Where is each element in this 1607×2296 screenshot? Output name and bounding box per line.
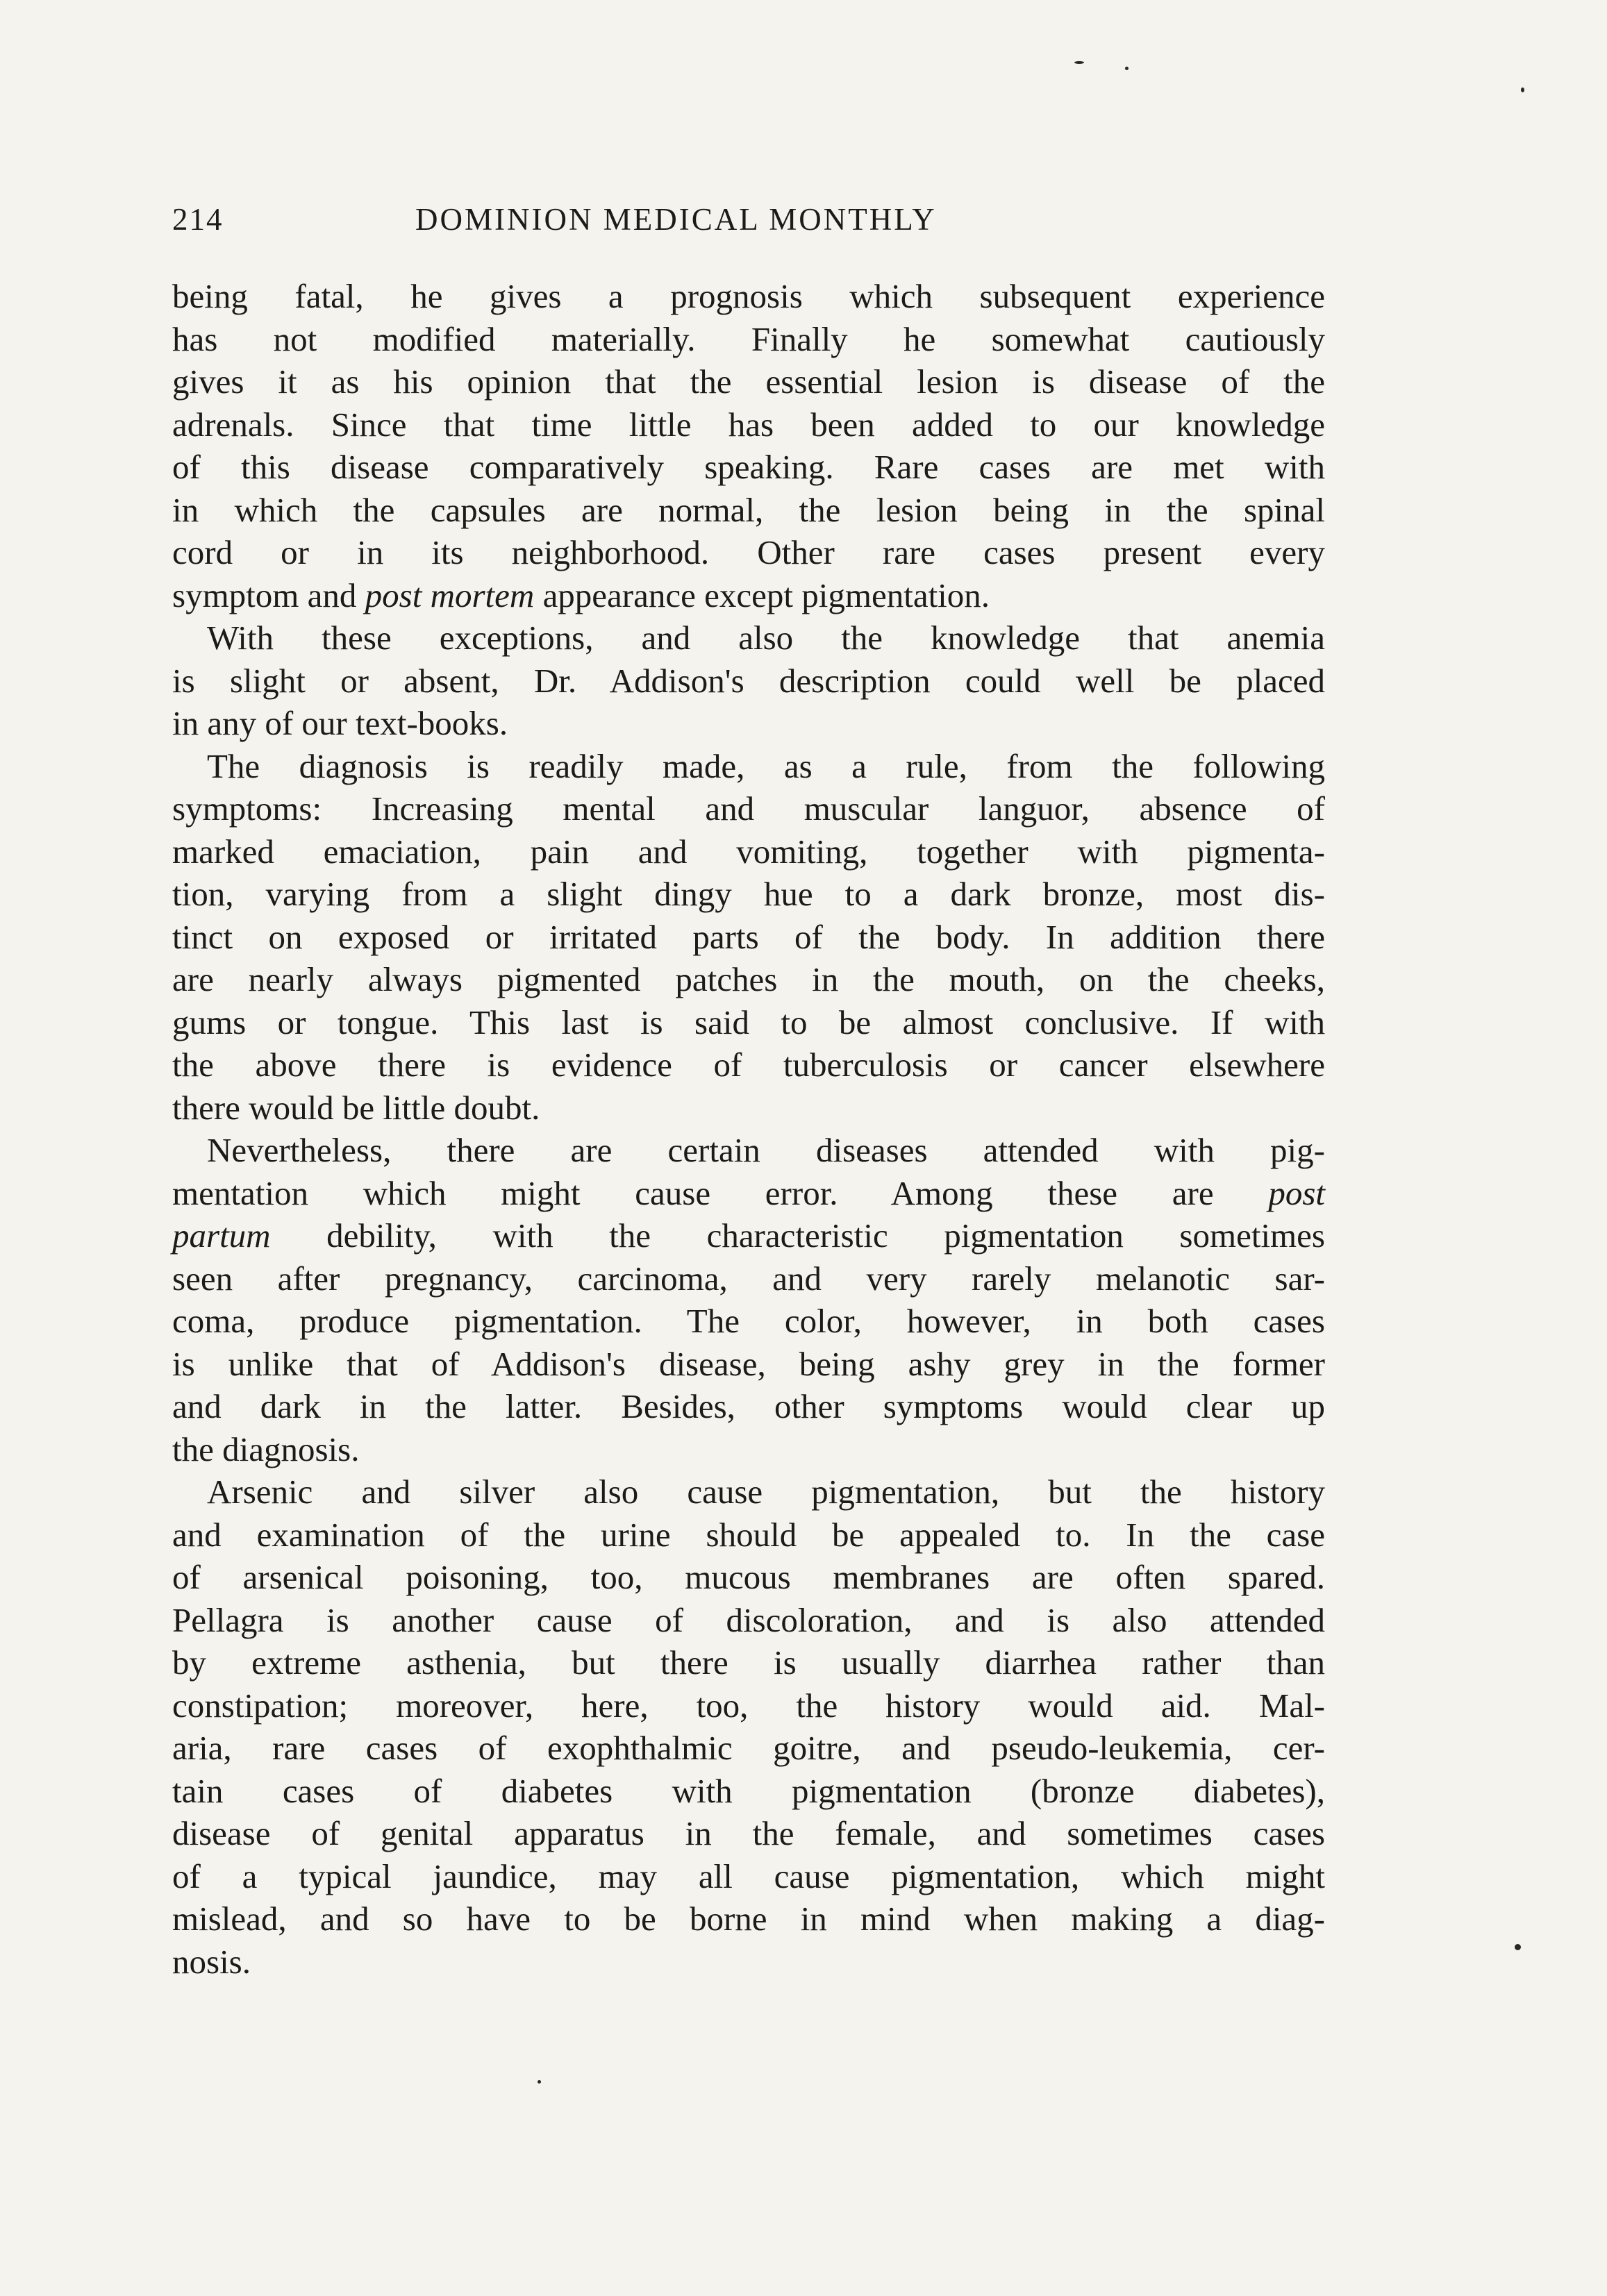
text-line: are nearly always pigmented patches in the mouth, on the cheeks, <box>172 960 1325 998</box>
text-line: by extreme asthenia, but there is usually diarrhea rather than <box>172 1643 1325 1682</box>
text-line: gums or tongue. This last is said to be almost conclusive. If with <box>172 1003 1325 1041</box>
text-line: Pellagra is another cause of discoloration, and is also attended <box>172 1600 1325 1639</box>
body-text <box>172 275 1325 1983</box>
text-line <box>172 1172 1325 1215</box>
text-segment: debility, with the characteristic pigmentation sometimes <box>270 1216 1325 1255</box>
text-line: gives it as his opinion that the essential lesion is disease of the <box>172 362 1325 401</box>
text-line: the diagnosis. <box>172 1430 360 1468</box>
text-line <box>172 574 1325 617</box>
text-line: in which the capsules are normal, the lesion being in the spinal <box>172 490 1325 529</box>
text-line: adrenals. Since that time little has been added to our knowledge <box>172 405 1325 444</box>
text-line: tinct on exposed or irritated parts of the body. In addition there <box>172 917 1325 956</box>
text-line: coma, produce pigmentation. The color, however, in both cases <box>172 1302 1325 1340</box>
text-line: of this disease comparatively speaking. Rare cases are met with <box>172 448 1325 486</box>
text-line: tion, varying from a slight dingy hue to a dark bronze, most dis- <box>172 875 1325 913</box>
scan-speck <box>1074 61 1084 64</box>
text-line: Arsenic and silver also cause pigmentation, but the history <box>207 1473 1325 1511</box>
text-line: nosis. <box>172 1942 251 1981</box>
text-line: in any of our text-books. <box>172 704 508 742</box>
text-segment: appearance except pigmentation. <box>534 576 990 614</box>
text-line: and dark in the latter. Besides, other symptoms would clear up <box>172 1387 1325 1425</box>
text-line: With these exceptions, and also the knowledge that anemia <box>207 619 1325 657</box>
scan-speck <box>1515 1944 1521 1950</box>
text-line: The diagnosis is readily made, as a rule, from the following <box>207 746 1325 785</box>
text-line: symptoms: Increasing mental and muscular languor, absence of <box>172 789 1325 828</box>
text-segment: mentation which might cause error. Among these are <box>172 1173 1269 1212</box>
text-line: is unlike that of Addison's disease, being ashy grey in the former <box>172 1344 1325 1383</box>
text-line: the above there is evidence of tuberculosis or cancer elsewhere <box>172 1046 1325 1084</box>
text-line: marked emaciation, pain and vomiting, together with pigmenta- <box>172 832 1325 871</box>
text-line: constipation; moreover, here, too, the history would aid. Mal- <box>172 1686 1325 1725</box>
text-line: Nevertheless, there are certain diseases attended with pig- <box>207 1131 1325 1169</box>
text-line: there would be little doubt. <box>172 1088 540 1127</box>
italic-text: post mortem <box>365 576 535 614</box>
italic-text: partum <box>172 1216 271 1255</box>
text-line: cord or in its neighborhood. Other rare cases present every <box>172 533 1325 571</box>
text-line: mislead, and so have to be borne in mind when making a diag- <box>172 1900 1325 1938</box>
text-line: disease of genital apparatus in the female, and sometimes cases <box>172 1814 1325 1852</box>
page-header <box>172 201 1325 250</box>
text-line: has not modified materially. Finally he somewhat cautiously <box>172 319 1325 358</box>
text-line: is slight or absent, Dr. Addison's description could well be placed <box>172 661 1325 700</box>
text-line: and examination of the urine should be appealed to. In the case <box>172 1515 1325 1554</box>
text-line: seen after pregnancy, carcinoma, and very rarely melanotic sar- <box>172 1259 1325 1298</box>
text-segment: symptom and <box>172 576 365 614</box>
text-line: being fatal, he gives a prognosis which subsequent experience <box>172 277 1325 315</box>
scan-speck <box>1521 87 1524 92</box>
text-line: of a typical jaundice, may all cause pigmentation, which might <box>172 1857 1325 1895</box>
running-title: DOMINION MEDICAL MONTHLY <box>415 202 937 237</box>
page-number: 214 <box>172 202 224 237</box>
text-line: of arsenical poisoning, too, mucous membranes are often spared. <box>172 1558 1325 1596</box>
scan-speck <box>1125 67 1129 70</box>
italic-text: post <box>1268 1173 1325 1212</box>
text-line: aria, rare cases of exophthalmic goitre, and pseudo-leukemia, cer- <box>172 1729 1325 1767</box>
text-line: tain cases of diabetes with pigmentation (bronze diabetes), <box>172 1771 1325 1810</box>
text-line <box>172 1214 1325 1257</box>
scan-speck <box>538 2080 541 2084</box>
